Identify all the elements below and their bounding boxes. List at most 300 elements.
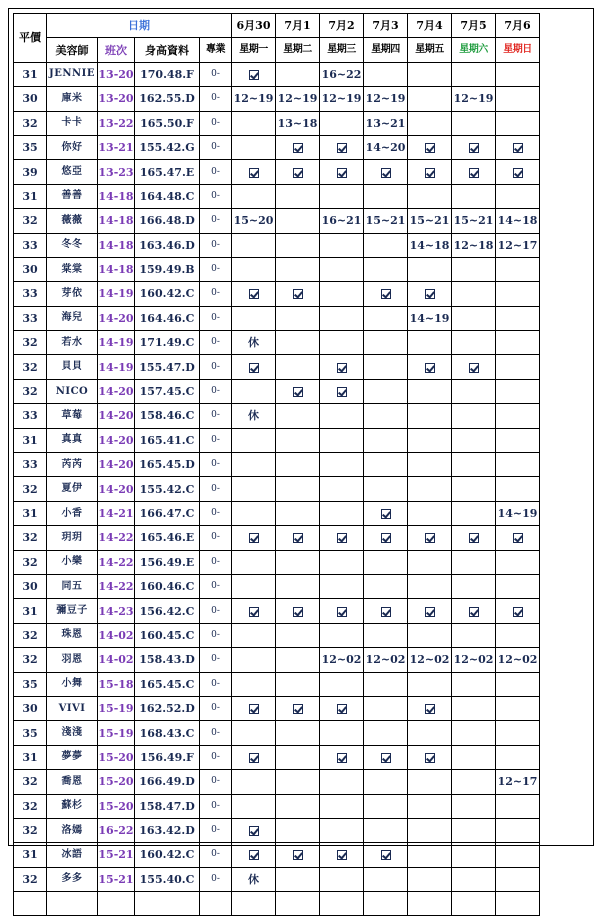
checkbox-checked-icon (249, 363, 259, 373)
schedule-cell (496, 794, 540, 818)
schedule-cell (320, 550, 364, 574)
pro-cell: 0- (200, 672, 232, 696)
schedule-cell (232, 135, 276, 159)
height-info-cell: 160.45.C (135, 623, 200, 647)
beautician-name: 貝貝 (47, 355, 98, 379)
schedule-cell (232, 721, 276, 745)
schedule-cell (452, 843, 496, 867)
height-info-cell: 164.46.C (135, 306, 200, 330)
schedule-cell (452, 623, 496, 647)
beautician-name: 真真 (47, 428, 98, 452)
height-info-cell: 165.46.E (135, 526, 200, 550)
shift-cell: 14-22 (98, 526, 135, 550)
pro-cell: 0- (200, 599, 232, 623)
shift-cell: 15-20 (98, 794, 135, 818)
height-info-cell: 165.47.E (135, 160, 200, 184)
shift-cell: 14-02 (98, 648, 135, 672)
schedule-check-cell (408, 282, 452, 306)
schedule-cell (232, 428, 276, 452)
schedule-cell (496, 453, 540, 477)
pro-cell: 0- (200, 111, 232, 135)
checkbox-checked-icon (249, 289, 259, 299)
checkbox-checked-icon (293, 289, 303, 299)
schedule-check-cell (320, 599, 364, 623)
table-row (14, 770, 540, 794)
table-row (14, 672, 540, 696)
schedule-cell: 12~02 (496, 648, 540, 672)
schedule-check-cell (232, 160, 276, 184)
pro-cell: 0- (200, 867, 232, 891)
schedule-cell: 12~02 (408, 648, 452, 672)
rank-cell: 32 (14, 379, 47, 403)
beautician-name: 小香 (47, 501, 98, 525)
schedule-check-cell (408, 696, 452, 720)
schedule-cell: 12~02 (320, 648, 364, 672)
schedule-cell (496, 672, 540, 696)
schedule-cell (276, 672, 320, 696)
schedule-cell (320, 672, 364, 696)
shift-cell: 14-19 (98, 331, 135, 355)
rank-cell: 33 (14, 404, 47, 428)
schedule-cell: 14~19 (496, 501, 540, 525)
day-header: 星期五 (408, 38, 452, 62)
schedule-cell (452, 721, 496, 745)
schedule-check-cell (276, 160, 320, 184)
shift-cell (98, 892, 135, 916)
schedule-cell (276, 331, 320, 355)
schedule-cell (364, 696, 408, 720)
rank-cell: 32 (14, 209, 47, 233)
schedule-cell (364, 721, 408, 745)
beautician-name: NICO (47, 379, 98, 403)
schedule-check-cell (364, 282, 408, 306)
schedule-cell (364, 550, 408, 574)
beautician-name: 草莓 (47, 404, 98, 428)
schedule-check-cell (232, 696, 276, 720)
pro-cell: 0- (200, 184, 232, 208)
table-row (14, 696, 540, 720)
beautician-name: 海兒 (47, 306, 98, 330)
beautician-name: 同五 (47, 574, 98, 598)
schedule-cell (496, 843, 540, 867)
schedule-cell (232, 379, 276, 403)
shift-cell: 14-21 (98, 501, 135, 525)
schedule-check-cell (320, 160, 364, 184)
checkbox-checked-icon (425, 533, 435, 543)
schedule-cell (276, 477, 320, 501)
height-info-cell: 165.50.F (135, 111, 200, 135)
schedule-check-cell (232, 62, 276, 86)
height-info-cell: 156.49.F (135, 745, 200, 769)
schedule-cell: 13~18 (276, 111, 320, 135)
shift-cell: 14-22 (98, 550, 135, 574)
checkbox-checked-icon (337, 143, 347, 153)
checkbox-checked-icon (249, 70, 259, 80)
checkbox-checked-icon (469, 143, 479, 153)
schedule-check-cell (276, 843, 320, 867)
checkbox-checked-icon (425, 704, 435, 714)
col-header-shift: 班次 (98, 38, 135, 62)
schedule-cell: 12~19 (452, 87, 496, 111)
schedule-cell (496, 87, 540, 111)
schedule-cell (232, 623, 276, 647)
schedule-cell (232, 574, 276, 598)
pro-cell: 0- (200, 477, 232, 501)
pro-cell: 0- (200, 135, 232, 159)
schedule-check-cell (452, 135, 496, 159)
beautician-name: 洛嫣 (47, 818, 98, 842)
schedule-cell (452, 794, 496, 818)
schedule-cell (320, 867, 364, 891)
rank-cell: 31 (14, 501, 47, 525)
schedule-check-cell (452, 355, 496, 379)
checkbox-checked-icon (425, 143, 435, 153)
schedule-cell (496, 62, 540, 86)
schedule-cell (496, 867, 540, 891)
schedule-cell (452, 501, 496, 525)
height-info-cell: 163.46.D (135, 233, 200, 257)
pro-cell: 0- (200, 379, 232, 403)
beautician-name: 夢夢 (47, 745, 98, 769)
rank-cell: 31 (14, 428, 47, 452)
schedule-cell (364, 574, 408, 598)
height-info-cell (135, 892, 200, 916)
schedule-cell (408, 574, 452, 598)
checkbox-checked-icon (513, 143, 523, 153)
schedule-cell (232, 233, 276, 257)
schedule-check-cell (496, 526, 540, 550)
height-info-cell: 165.45.C (135, 672, 200, 696)
schedule-cell (496, 111, 540, 135)
schedule-cell (364, 257, 408, 281)
table-row (14, 745, 540, 769)
schedule-cell (320, 428, 364, 452)
schedule-cell (496, 550, 540, 574)
day-header: 星期三 (320, 38, 364, 62)
table-row (14, 526, 540, 550)
beautician-name: 冰語 (47, 843, 98, 867)
checkbox-checked-icon (293, 387, 303, 397)
beautician-name: 彌豆子 (47, 599, 98, 623)
schedule-cell (408, 62, 452, 86)
schedule-check-cell (408, 160, 452, 184)
rank-cell: 32 (14, 648, 47, 672)
checkbox-checked-icon (513, 607, 523, 617)
rank-cell: 33 (14, 453, 47, 477)
schedule-cell: 14~18 (408, 233, 452, 257)
table-row (14, 379, 540, 403)
beautician-name: 你好 (47, 135, 98, 159)
schedule-cell (320, 233, 364, 257)
schedule-check-cell (364, 745, 408, 769)
schedule-check-cell (452, 599, 496, 623)
beautician-name: 善善 (47, 184, 98, 208)
rank-cell: 31 (14, 62, 47, 86)
height-info-cell: 165.45.D (135, 453, 200, 477)
schedule-cell (320, 257, 364, 281)
schedule-check-cell (320, 696, 364, 720)
beautician-name: 冬冬 (47, 233, 98, 257)
schedule-cell (496, 696, 540, 720)
shift-cell: 14-18 (98, 233, 135, 257)
day-header: 星期四 (364, 38, 408, 62)
shift-cell: 14-18 (98, 209, 135, 233)
height-info-cell: 166.47.C (135, 501, 200, 525)
schedule-cell (232, 648, 276, 672)
beautician-name: 若水 (47, 331, 98, 355)
schedule-check-cell (232, 282, 276, 306)
col-header-height: 身高資料 (135, 38, 200, 62)
height-info-cell: 170.48.F (135, 62, 200, 86)
date-header: 7月1 (276, 14, 320, 38)
shift-cell: 14-19 (98, 355, 135, 379)
schedule-check-cell (364, 160, 408, 184)
table-row (14, 428, 540, 452)
checkbox-checked-icon (249, 533, 259, 543)
height-info-cell: 162.55.D (135, 87, 200, 111)
schedule-check-cell (364, 526, 408, 550)
schedule-check-cell (364, 599, 408, 623)
pro-cell: 0- (200, 355, 232, 379)
pro-cell (200, 892, 232, 916)
beautician-name: 庫米 (47, 87, 98, 111)
schedule-cell (408, 623, 452, 647)
rank-cell: 32 (14, 794, 47, 818)
table-row (14, 184, 540, 208)
height-info-cell: 159.49.B (135, 257, 200, 281)
schedule-cell (452, 62, 496, 86)
shift-cell: 13-20 (98, 62, 135, 86)
checkbox-checked-icon (337, 607, 347, 617)
table-row (14, 87, 540, 111)
table-row (14, 477, 540, 501)
schedule-cell (276, 453, 320, 477)
checkbox-checked-icon (381, 607, 391, 617)
rank-cell: 35 (14, 672, 47, 696)
schedule-check-cell (320, 526, 364, 550)
rank-cell: 33 (14, 233, 47, 257)
schedule-check-cell (276, 696, 320, 720)
rank-cell: 32 (14, 331, 47, 355)
schedule-cell (232, 672, 276, 696)
rank-cell: 31 (14, 745, 47, 769)
date-header: 7月4 (408, 14, 452, 38)
schedule-cell (364, 184, 408, 208)
schedule-cell (364, 770, 408, 794)
schedule-cell (320, 623, 364, 647)
table-row (14, 794, 540, 818)
schedule-cell (496, 623, 540, 647)
schedule-cell: 12~19 (364, 87, 408, 111)
height-info-cell: 155.42.C (135, 477, 200, 501)
schedule-cell (320, 453, 364, 477)
checkbox-checked-icon (337, 533, 347, 543)
schedule-cell (408, 428, 452, 452)
schedule-cell: 14~20 (364, 135, 408, 159)
beautician-name: 淺淺 (47, 721, 98, 745)
schedule-cell (496, 257, 540, 281)
schedule-cell (364, 892, 408, 916)
checkbox-checked-icon (293, 168, 303, 178)
schedule-cell (364, 818, 408, 842)
schedule-cell: 休 (232, 331, 276, 355)
schedule-cell (276, 745, 320, 769)
rank-cell: 30 (14, 87, 47, 111)
schedule-check-cell (496, 599, 540, 623)
schedule-cell (320, 331, 364, 355)
rank-cell: 32 (14, 550, 47, 574)
schedule-check-cell (276, 599, 320, 623)
schedule-cell (496, 355, 540, 379)
table-row (14, 843, 540, 867)
beautician-name: 玥玥 (47, 526, 98, 550)
schedule-cell (364, 794, 408, 818)
schedule-cell (452, 550, 496, 574)
shift-cell: 14-02 (98, 623, 135, 647)
schedule-cell (452, 696, 496, 720)
schedule-cell (364, 453, 408, 477)
beautician-name: 芽依 (47, 282, 98, 306)
schedule-cell (452, 453, 496, 477)
checkbox-checked-icon (337, 387, 347, 397)
checkbox-checked-icon (469, 607, 479, 617)
pro-cell: 0- (200, 843, 232, 867)
schedule-cell (452, 770, 496, 794)
table-row (14, 306, 540, 330)
schedule-cell (232, 501, 276, 525)
schedule-cell (276, 550, 320, 574)
table-row (14, 257, 540, 281)
schedule-cell: 15~21 (452, 209, 496, 233)
height-info-cell: 166.49.D (135, 770, 200, 794)
shift-cell: 15-21 (98, 867, 135, 891)
shift-cell: 14-22 (98, 574, 135, 598)
shift-cell: 15-18 (98, 672, 135, 696)
schedule-check-cell (408, 745, 452, 769)
schedule-check-cell (496, 160, 540, 184)
schedule-cell: 15~21 (408, 209, 452, 233)
checkbox-checked-icon (293, 704, 303, 714)
pro-cell: 0- (200, 745, 232, 769)
table-row (14, 818, 540, 842)
checkbox-checked-icon (249, 753, 259, 763)
schedule-cell (496, 331, 540, 355)
height-info-cell: 157.45.C (135, 379, 200, 403)
schedule-cell (408, 818, 452, 842)
schedule-cell (452, 672, 496, 696)
height-info-cell: 155.47.D (135, 355, 200, 379)
schedule-cell (232, 306, 276, 330)
checkbox-checked-icon (425, 363, 435, 373)
schedule-check-cell (320, 355, 364, 379)
schedule-cell (408, 453, 452, 477)
schedule-cell: 12~18 (452, 233, 496, 257)
schedule-cell (408, 892, 452, 916)
schedule-cell (496, 721, 540, 745)
schedule-cell (232, 892, 276, 916)
schedule-cell: 12~02 (452, 648, 496, 672)
beautician-name: 羽恩 (47, 648, 98, 672)
table-row (14, 574, 540, 598)
schedule-cell (276, 233, 320, 257)
schedule-cell (496, 306, 540, 330)
checkbox-checked-icon (381, 533, 391, 543)
schedule-cell (276, 648, 320, 672)
pro-cell: 0- (200, 428, 232, 452)
date-header: 6月30 (232, 14, 276, 38)
rank-cell: 32 (14, 477, 47, 501)
table-row (14, 160, 540, 184)
table-row (14, 550, 540, 574)
rank-cell: 32 (14, 111, 47, 135)
date-header: 7月6 (496, 14, 540, 38)
schedule-cell (496, 379, 540, 403)
checkbox-checked-icon (381, 509, 391, 519)
beautician-name: 蘇杉 (47, 794, 98, 818)
schedule-check-cell (408, 526, 452, 550)
schedule-cell (232, 111, 276, 135)
schedule-cell: 14~19 (408, 306, 452, 330)
schedule-cell (408, 672, 452, 696)
schedule-check-cell (364, 501, 408, 525)
table-row (14, 501, 540, 525)
col-header-pro: 專業 (200, 38, 232, 62)
height-info-cell: 158.43.D (135, 648, 200, 672)
schedule-cell: 12~02 (364, 648, 408, 672)
height-info-cell: 160.42.C (135, 282, 200, 306)
schedule-check-cell (276, 282, 320, 306)
rank-cell (14, 892, 47, 916)
schedule-cell (452, 477, 496, 501)
schedule-cell (276, 184, 320, 208)
rank-cell: 32 (14, 355, 47, 379)
schedule-cell (452, 574, 496, 598)
checkbox-checked-icon (425, 753, 435, 763)
schedule-cell (276, 501, 320, 525)
shift-cell: 16-22 (98, 818, 135, 842)
pro-cell: 0- (200, 770, 232, 794)
schedule-check-cell (232, 599, 276, 623)
beautician-name: 棠棠 (47, 257, 98, 281)
table-row (14, 209, 540, 233)
schedule-cell (408, 331, 452, 355)
pro-cell: 0- (200, 62, 232, 86)
schedule-cell (364, 404, 408, 428)
shift-cell: 14-23 (98, 599, 135, 623)
schedule-cell (276, 306, 320, 330)
schedule-check-cell (320, 379, 364, 403)
height-info-cell: 165.41.C (135, 428, 200, 452)
pro-cell: 0- (200, 550, 232, 574)
schedule-check-cell (232, 526, 276, 550)
schedule-cell (496, 282, 540, 306)
schedule-check-cell (276, 135, 320, 159)
beautician-name: 小舞 (47, 672, 98, 696)
schedule-cell (364, 672, 408, 696)
schedule-cell (452, 867, 496, 891)
schedule-cell (408, 404, 452, 428)
shift-cell: 14-18 (98, 184, 135, 208)
rank-cell: 32 (14, 526, 47, 550)
schedule-cell (276, 355, 320, 379)
schedule-cell: 15~21 (364, 209, 408, 233)
schedule-cell (276, 257, 320, 281)
schedule-cell (408, 379, 452, 403)
schedule-cell (276, 721, 320, 745)
shift-cell: 13-23 (98, 160, 135, 184)
schedule-cell (452, 282, 496, 306)
schedule-cell (320, 184, 364, 208)
